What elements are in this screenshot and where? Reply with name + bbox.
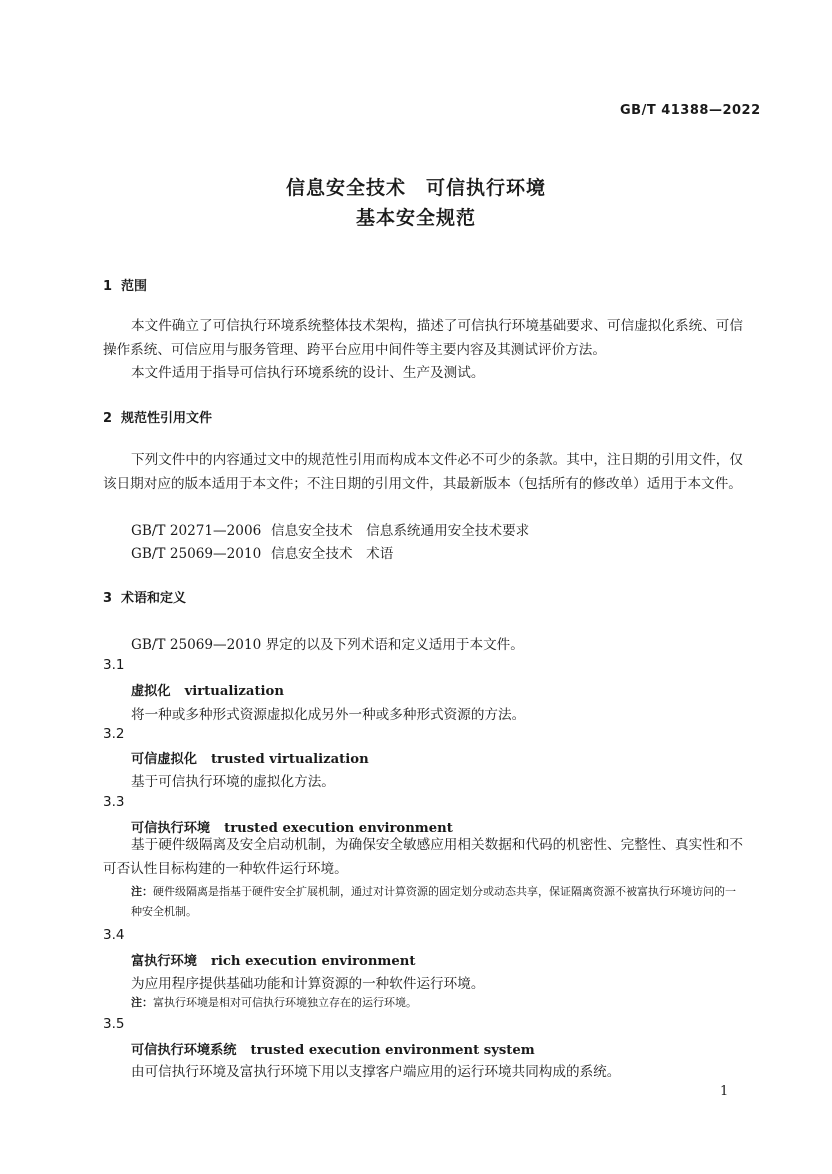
section-number: 1	[103, 279, 113, 294]
section-2-heading	[103, 407, 212, 426]
term-title	[131, 680, 284, 699]
term-chinese: 可信执行环境系统	[131, 1043, 237, 1058]
term-title	[131, 1039, 535, 1058]
section-title: 规范性引用文件	[121, 411, 213, 426]
reference-code: GB/T 25069—2010	[131, 546, 262, 562]
term-chinese: 可信虚拟化	[131, 752, 197, 767]
page-number: 1	[720, 1084, 729, 1099]
term-english: virtualization	[184, 684, 284, 699]
reference-title: 信息安全技术 信息系统通用安全技术要求	[271, 523, 530, 539]
note-label: 注：	[131, 885, 153, 898]
section-3-heading	[103, 587, 186, 606]
term-number: 3.4	[103, 927, 125, 943]
paragraph-text: 本文件适用于指导可信执行环境系统的设计、生产及测试。	[131, 365, 485, 381]
term-number: 3.3	[103, 794, 125, 810]
normative-reference	[131, 542, 393, 562]
note-text: 富执行环境是相对可信执行环境独立存在的运行环境。	[153, 996, 417, 1009]
section-1-heading	[103, 275, 147, 294]
section-2-paragraph-1	[103, 449, 743, 496]
term-number: 3.5	[103, 1016, 125, 1032]
term-english: trusted execution environment	[224, 821, 453, 836]
section-title: 术语和定义	[121, 591, 187, 606]
document-title-line1: 信息安全技术 可信执行环境	[285, 177, 546, 199]
paragraph-text: 下列文件中的内容通过文中的规范性引用而构成本文件必不可少的条款。其中，注日期的引用文件，仅该日期对应的版本适用于本文件；不注日期的引用文件，其最新版本（包括所有的修改单）适用于本文件。	[103, 452, 743, 492]
term-definition: 将一种或多种形式资源虚拟化成另外一种或多种形式资源的方法。	[131, 707, 526, 723]
section-number: 2	[103, 411, 113, 426]
section-1-paragraph-2	[103, 362, 743, 386]
section-1-paragraph-1	[103, 315, 743, 362]
document-title-line2: 基本安全规范	[355, 207, 476, 229]
term-chinese: 可信执行环境	[131, 821, 211, 836]
term-english: rich execution environment	[210, 954, 416, 969]
term-note	[131, 993, 743, 1013]
term-number: 3.2	[103, 726, 125, 742]
standard-code: GB/T 41388—2022	[620, 103, 761, 118]
term-definition: 由可信执行环境及富执行环境下用以支撑客户端应用的运行环境共同构成的系统。	[131, 1064, 621, 1080]
term-definition	[103, 834, 743, 881]
normative-reference	[131, 519, 529, 539]
term-chinese: 虚拟化	[131, 684, 171, 699]
term-title	[131, 950, 415, 969]
term-title	[131, 748, 369, 767]
term-english: trusted virtualization	[210, 752, 369, 767]
reference-title: 信息安全技术 术语	[271, 546, 394, 562]
term-definition: 基于可信执行环境的虚拟化方法。	[131, 774, 335, 790]
paragraph-text: 基于硬件级隔离及安全启动机制，为确保安全敏感应用相关数据和代码的机密性、完整性、真实性和不可否认性目标构建的一种软件运行环境。	[103, 837, 743, 877]
term-english: trusted execution environment system	[250, 1043, 535, 1058]
section-number: 3	[103, 591, 113, 606]
term-number: 3.1	[103, 657, 125, 673]
paragraph-text: 本文件确立了可信执行环境系统整体技术架构，描述了可信执行环境基础要求、可信虚拟化系统、可信操作系统、可信应用与服务管理、跨平台应用中间件等主要内容及其测试评价方法。	[103, 318, 743, 358]
term-chinese: 富执行环境	[131, 954, 197, 969]
term-definition: 为应用程序提供基础功能和计算资源的一种软件运行环境。	[131, 976, 485, 992]
reference-code: GB/T 20271—2006	[131, 523, 262, 539]
note-text: 硬件级隔离是指基于硬件安全扩展机制，通过对计算资源的固定划分或动态共享，保证隔离资源不被富执行环境访问的一种安全机制。	[131, 885, 736, 918]
section-title: 范围	[121, 279, 148, 294]
note-label: 注：	[131, 996, 153, 1009]
section-3-intro: GB/T 25069—2010 界定的以及下列术语和定义适用于本文件。	[131, 637, 524, 653]
term-note	[131, 882, 743, 922]
